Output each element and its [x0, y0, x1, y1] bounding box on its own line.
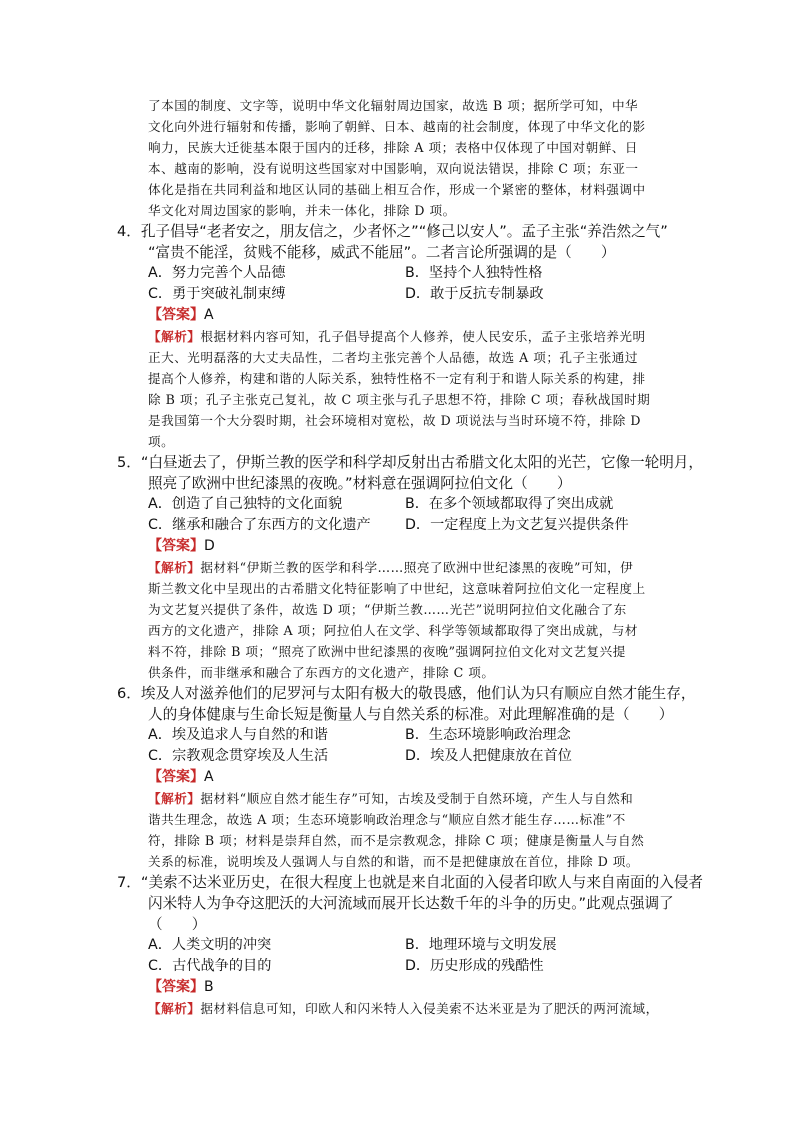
analysis-line: 谐共生理念，故选 A 项；生态环境影响政治理念与“顺应自然才能生存……标准”不 [148, 812, 626, 827]
answer-value: A [204, 769, 214, 785]
option-b: B．生态环境影响政治理念 [405, 727, 571, 743]
option-b: B．地理环境与文明发展 [405, 937, 557, 953]
answer-line [148, 305, 214, 326]
option-c: C．古代战争的目的 [148, 958, 272, 974]
analysis-label: 【解析】 [148, 560, 201, 575]
analysis-line: 为文艺复兴提供了条件，故选 D 项；“伊斯兰教……光芒”说明阿拉伯文化融合了东 [148, 602, 627, 617]
analysis-line: 除 B 项；孔子主张克己复礼，故 C 项主张与孔子思想不符，排除 C 项；春秋战国时期 [148, 392, 651, 407]
analysis-text: 据材料“伊斯兰教的医学和科学……照亮了欧洲中世纪漆黑的夜晚”可知，伊 [200, 560, 634, 575]
analysis-label: 【解析】 [148, 329, 201, 344]
option-a: A．人类文明的冲突 [148, 937, 272, 953]
option-a: A．努力完善个人品德 [148, 265, 286, 281]
analysis-line: 是我国第一个大分裂时期，社会环境相对宽松，故 D 项说法与当时环境不符，排除 D [148, 413, 641, 428]
question-stem: 7．“美索不达米亚历史，在很大程度上也就是来自北面的入侵者印欧人与来自南面的入侵者 [117, 874, 704, 891]
option-a: A．创造了自己独特的文化面貌 [148, 496, 343, 512]
analysis-line: 本、越南的影响，没有说明这些国家对中国影响，双向说法错误，排除 C 项；东亚一 [148, 161, 639, 176]
analysis-line: 华文化对周边国家的影响，并未一体化，排除 D 项。 [148, 203, 456, 218]
analysis-line [148, 557, 633, 578]
question-stem: “富贵不能淫，贫贱不能移，威武不能屈”。二者言论所强调的是（ ） [148, 244, 616, 261]
option-a: A．埃及追求人与自然的和谐 [148, 727, 328, 743]
analysis-line: 符，排除 B 项；材料是崇拜自然，而不是宗教观念，排除 C 项；健康是衡量人与自然 [148, 833, 645, 848]
analysis-text: 据材料信息可知，印欧人和闪米特人入侵美索不达米亚是为了肥沃的两河流域， [200, 1001, 659, 1016]
analysis-line: 西方的文化遗产，排除 A 项；阿拉伯人在文学、科学等领域都取得了突出成就，与材 [148, 623, 638, 638]
question-stem: 6．埃及人对滋养他们的尼罗河与太阳有极大的敬畏感，他们认为只有顺应自然才能生存， [117, 685, 696, 702]
analysis-line [148, 788, 633, 809]
option-b: B．在多个领域都取得了突出成就 [405, 496, 614, 512]
answer-label: 【答案】 [148, 538, 204, 554]
analysis-line [148, 998, 659, 1019]
answer-line [148, 536, 215, 557]
answer-value: B [204, 979, 214, 995]
analysis-line: 关系的标准，说明埃及人强调人与自然的和谐，而不是把健康放在首位，排除 D 项。 [148, 854, 639, 869]
option-d: D．敢于反抗专制暴政 [405, 286, 544, 302]
analysis-label: 【解析】 [148, 1001, 201, 1016]
option-b: B．坚持个人独特性格 [405, 265, 543, 281]
analysis-line: 供条件，而非继承和融合了东西方的文化遗产，排除 C 项。 [148, 665, 495, 680]
answer-line [148, 767, 214, 788]
analysis-line: 了本国的制度、文字等，说明中华文化辐射周边国家，故选 B 项；据所学可知，中华 [148, 98, 639, 113]
question-stem: 闪米特人为争夺这肥沃的大河流域而展开长达数千年的斗争的历史。”此观点强调了 [148, 895, 674, 912]
analysis-line [148, 326, 646, 347]
analysis-line: 提高个人修养，构建和谐的人际关系，独特性格不一定有利于和谐人际关系的构建，排 [148, 371, 646, 386]
option-d: D．历史形成的残酷性 [405, 958, 544, 974]
analysis-label: 【解析】 [148, 791, 201, 806]
option-c: C．勇于突破礼制束缚 [148, 286, 286, 302]
analysis-line: 文化向外进行辐射和传播，影响了朝鲜、日本、越南的社会制度，体现了中华文化的影 [148, 119, 646, 134]
analysis-line: 料不符，排除 B 项；“照亮了欧洲中世纪漆黑的夜晚”强调阿拉伯文化对文艺复兴提 [148, 644, 626, 659]
answer-value: D [204, 538, 215, 554]
analysis-text: 根据材料内容可知，孔子倡导提高个人修养，使人民安乐，孟子主张培养光明 [200, 329, 646, 344]
analysis-line: 项。 [148, 434, 175, 449]
analysis-text: 据材料“顺应自然才能生存”可知，古埃及受制于自然环境，产生人与自然和 [200, 791, 634, 806]
question-stem: （ ） [148, 916, 207, 933]
answer-line [148, 977, 214, 998]
analysis-line: 斯兰教文化中呈现出的古希腊文化特征影响了中世纪，这意味着阿拉伯文化一定程度上 [148, 581, 646, 596]
question-stem: 5．“白昼逝去了，伊斯兰教的医学和科学却反射出古希腊文化太阳的光芒，它像一轮明月， [117, 454, 704, 471]
option-c: C．宗教观念贯穿埃及人生活 [148, 748, 329, 764]
analysis-line: 响力，民族大迁徙基本限于国内的迁移，排除 A 项；表格中仅体现了中国对朝鲜、日 [148, 140, 638, 155]
answer-label: 【答案】 [148, 769, 204, 785]
question-stem: 4．孔子倡导“老者安之，朋友信之，少者怀之”“修己以安人”。孟子主张“养浩然之气” [117, 223, 668, 240]
analysis-line: 正大、光明磊落的大丈夫品性，二者均主张完善个人品德，故选 A 项；孔子主张通过 [148, 350, 638, 365]
answer-value: A [204, 307, 214, 323]
option-d: D．一定程度上为文艺复兴提供条件 [405, 517, 629, 533]
option-c: C．继承和融合了东西方的文化遗产 [148, 517, 371, 533]
answer-label: 【答案】 [148, 307, 204, 323]
option-d: D．埃及人把健康放在首位 [405, 748, 572, 764]
answer-label: 【答案】 [148, 979, 204, 995]
question-stem: 人的身体健康与生命长短是衡量人与自然关系的标准。对此理解准确的是（ ） [148, 706, 674, 723]
analysis-line: 体化是指在共同利益和地区认同的基础上相互合作，形成一个紧密的整体，材料强调中 [148, 182, 646, 197]
question-stem: 照亮了欧洲中世纪漆黑的夜晚。”材料意在强调阿拉伯文化（ ） [148, 475, 572, 492]
